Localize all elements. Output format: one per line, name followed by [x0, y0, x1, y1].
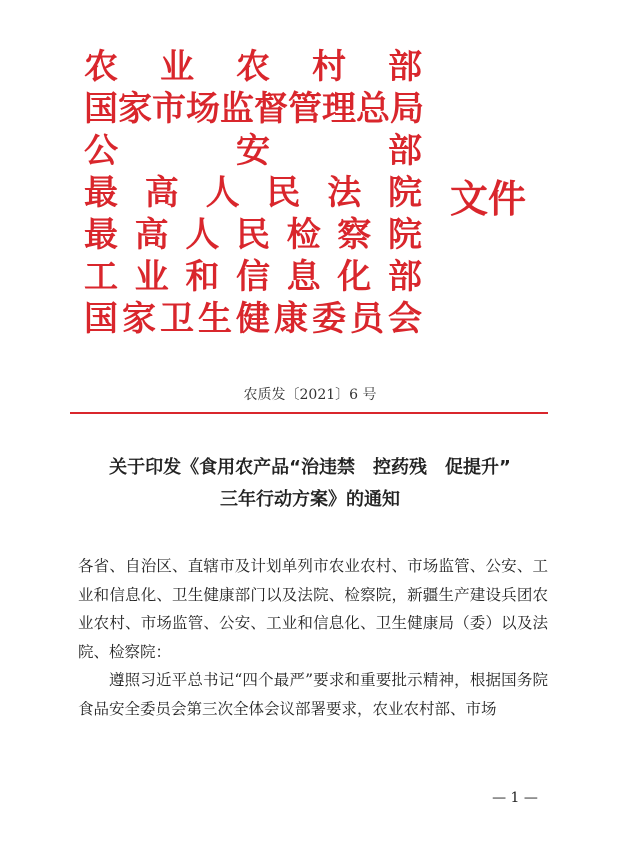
document-number: 农质发〔2021〕6 号	[243, 387, 377, 403]
issuer-line: 国 家 卫 生 健 康 委 员 会	[84, 299, 422, 339]
red-header	[84, 46, 554, 346]
body-paragraph: 遵照习近平总书记“四个最严”要求和重要批示精神，根据国务院食品安全委员会第三次全体会议部署要求，农业农村部、市场	[78, 671, 548, 718]
red-divider-line	[70, 412, 548, 414]
page-number: — 1 —	[492, 790, 538, 806]
issuer-line: 农 业 农 村 部	[84, 47, 422, 87]
document-suffix: 文件	[450, 177, 527, 221]
issuer-line: 公 安 部	[84, 131, 422, 171]
title-line-1: 关于印发《食用农产品“治违禁 控药残 促提升”	[109, 457, 511, 478]
document-title	[60, 452, 560, 516]
issuer-line: 工 业 和 信 息 化 部	[84, 257, 422, 297]
document-body	[78, 552, 548, 723]
title-line-2: 三年行动方案》的通知	[220, 489, 400, 510]
issuer-list	[84, 46, 422, 340]
issuer-line: 最 高 人 民 检 察 院	[84, 215, 422, 255]
issuer-line: 国 家 市 场 监 督 管 理 总 局	[84, 89, 424, 129]
issuer-line: 最 高 人 民 法 院	[84, 173, 422, 213]
salutation: 各省、自治区、直辖市及计划单列市农业农村、市场监管、公安、工业和信息化、卫生健康部门以及法院、检察院，新疆生产建设兵团农业农村、市场监管、公安、工业和信息化、卫生健康局（委）以及法院、检察院：	[78, 557, 548, 661]
